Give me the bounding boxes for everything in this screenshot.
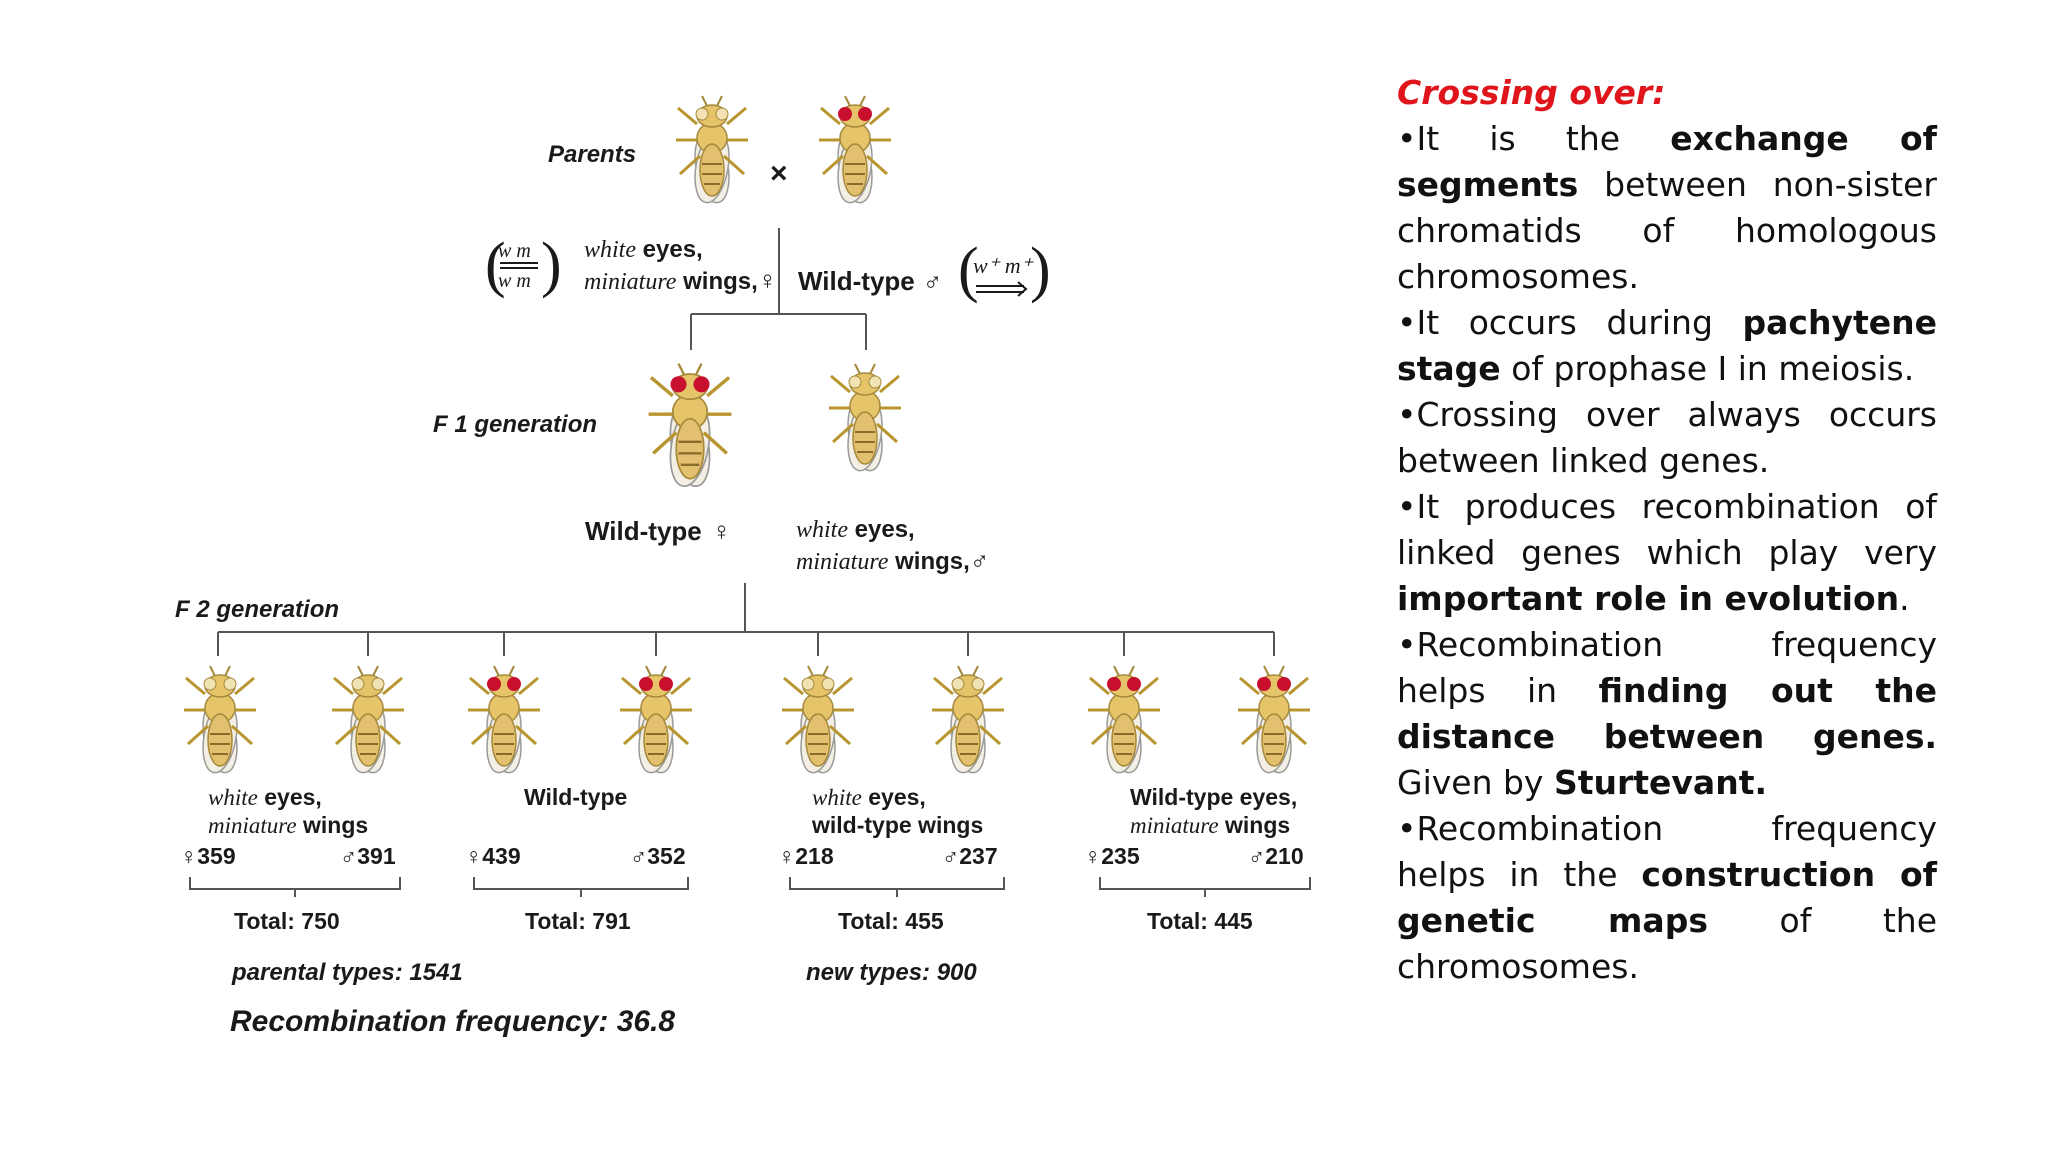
f2-group-4-total: Total: 445 [1147,908,1253,934]
bullet-6: •Recombination frequency helps in the construction of genetic maps of the chromosomes. [1397,809,1938,986]
f2-group-1 [180,784,396,934]
f2-fly-4 [620,666,692,775]
notes-heading: Crossing over: [1397,73,1666,112]
f2-fly-8 [1238,666,1310,775]
bullet-4: •It produces recombination of linked genes which play very important role in evolution. [1397,487,1937,618]
svg-text:miniature wings: miniature wings [1130,812,1291,838]
white-eye-right [716,108,728,120]
white-eye-left [696,108,708,120]
svg-text:): ) [541,231,562,299]
recombination-frequency: Recombination frequency: 36.8 [230,1005,676,1038]
f2-group-2-male-count: ♂352 [630,843,686,869]
svg-text:white eyes,: white eyes, [812,784,926,810]
svg-text:(: ( [958,236,979,304]
red-eye-left [838,107,852,121]
parent-male-phenotype: Wild-type ♂ [798,266,943,296]
total-brackets [190,877,1310,897]
svg-text:Wild-type eyes,: Wild-type eyes, [1130,784,1298,810]
bullet-3: •Crossing over always occurs between linked genes. [1397,395,1937,480]
svg-text:Wild-type: Wild-type [524,784,628,810]
red-eye-right [858,107,872,121]
f2-group-1-female-count: ♀359 [180,843,236,869]
f2-fly-6 [932,666,1004,775]
red-eye-left [670,376,686,392]
f1-female-fly [649,364,732,490]
f2-group-3 [778,784,998,934]
f2-group-4-female-count: ♀235 [1084,843,1140,869]
bullet-5: •Recombination frequency helps in finding out the distance between genes. Given by Sturtevant. [1397,625,1937,802]
svg-text:(: ( [485,231,506,299]
parental-types: parental types: 1541 [232,959,463,986]
f1-male-fly [829,364,901,473]
f2-fly-7 [1088,666,1160,775]
red-eye-right [693,376,709,392]
f1-male-phenotype-line2: miniature wings,♂ [796,545,990,575]
svg-text:w m: w m [498,270,531,292]
svg-text:): ) [1030,236,1051,304]
f2-branch-ticks [218,632,1274,656]
svg-text:white eyes,: white eyes, [208,784,322,810]
crossing-over-notes [1397,70,1937,990]
f2-label: F 2 generation [175,596,340,623]
f2-group-1-male-count: ♂391 [340,843,396,869]
parent-female-phenotype-line1: white eyes, [584,236,703,263]
f2-group-3-total: Total: 455 [838,908,944,934]
f2-group-2-total: Total: 791 [525,908,631,934]
parents-label: Parents [548,141,637,168]
f2-fly-5 [782,666,854,775]
f2-group-4 [1084,784,1304,934]
f1-male-phenotype-line1: white eyes, [796,516,915,543]
parent-male-fly [819,96,891,205]
parent-female-fly [676,96,748,205]
bullet-2: •It occurs during pachytene stage of prophase I in meiosis. [1397,303,1937,388]
f2-group-1-total: Total: 750 [234,908,340,934]
f1-female-phenotype: Wild-type ♀ [585,516,732,546]
svg-text:wild-type wings: wild-type wings [812,812,984,838]
f2-fly-3 [468,666,540,775]
white-eye-left [849,376,861,388]
white-eye-right [869,376,881,388]
f2-fly-1 [184,666,256,775]
f2-group-3-male-count: ♂237 [942,843,998,869]
f2-group-2-female-count: ♀439 [465,843,521,869]
bullet-1: •It is the exchange of segments between non-sister chromatids of homologous chromosomes. [1397,119,1937,296]
f2-group-4-male-count: ♂210 [1248,843,1304,869]
svg-text:w m: w m [498,240,531,262]
svg-text:miniature wings: miniature wings [208,812,369,838]
parent-female-phenotype-line2: miniature wings,♀ [584,265,778,295]
cross-symbol: × [770,157,788,190]
f1-label: F 1 generation [433,411,598,438]
male-genotype [958,236,1051,304]
f2-fly-2 [332,666,404,775]
f2-group-2 [465,784,686,934]
f2-group-3-female-count: ♀218 [778,843,834,869]
svg-text:w⁺ m⁺: w⁺ m⁺ [973,253,1033,278]
new-types: new types: 900 [806,959,977,986]
female-genotype [485,231,562,299]
